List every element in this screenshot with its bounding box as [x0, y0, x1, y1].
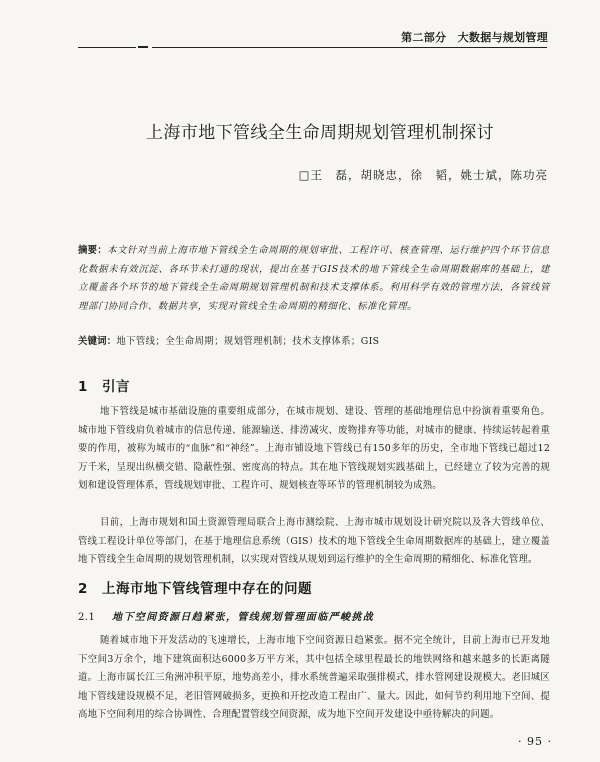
- keywords-label: 关键词：: [78, 336, 117, 347]
- paragraph: 目前，上海市规划和国土资源管理局联合上海市测绘院、上海市城市规划设计研究院以及各大管线单位、管线工程设计单位等部门，在基于地理信息系统（GIS）技术的地下管线全生命周期数据库的基础上，建立覆盖地下管线全生命周期的规划管理机制，以实现对管线从规划到运行维护的全生命周期的精细化、标准化管理。: [78, 517, 550, 566]
- author-list: □王 磊，胡晓忠，徐 韬，姚士斌，陈功亮: [298, 168, 548, 182]
- header-rule-left: [78, 47, 136, 48]
- paragraph: 随着城市地下开发活动的飞速增长，上海市地下空间资源日趋紧张。据不完全统计，目前上海市已开发地下空间3万余个，地下建筑面积达6000多万平方米，其中包括全球里程最长的地铁网络和越来越多的长距离隧道。上海市属长江三角洲冲积平原，地势高差小，排水系统普遍采取强排模式，排水管网建设规模大。老旧城区地下管线建设规模不足，老旧管网破损多，更换和开挖改造工程由广、量大。因此，如何节约利用地下空间、提高地下空间利用的综合协调性、合理配置管线空间资源，成为地下空间开发建设中亟待解决的问题。: [78, 635, 550, 721]
- header-rule-mark: [138, 46, 148, 48]
- abstract-label: 摘要：: [78, 245, 108, 256]
- paragraph: 地下管线是城市基础设施的重要组成部分，在城市规划、建设、管理的基础地理信息中扮演着重要角色。城市地下管线肩负着城市的信息传递、能源输送、排涝减灾、废物排弃等功能，对城市的健康、持续运转起着重要的作用，被称为城市的“血脉”和“神经”。上海市铺设地下管线已有150多年的历史，全市地下管线已超过12万千米，呈现出纵横交错、隐蔽性强、密度高的特点。其在地下管线规划实践基础上，已经建立了较为完善的规划和建设管理体系，管线规划审批、工程许可、规划核查等环节的管理机制较为成熟。: [78, 406, 550, 492]
- section-number: 2: [78, 581, 88, 597]
- abstract-text: 本文针对当前上海市地下管线全生命周期的规划审批、工程许可、核查管理、运行维护四个环节信息化数据未有效沉淀、各环节未打通的现状，提出在基于GIS技术的地下管线全生命周期数据库的基础上，建立覆盖各个环节的地下管线全生命周期规划管理机制和技术支撑体系。利用科学有效的管理方法，各管线管理部门协同合作、数据共享，实现对管线全生命周期的精细化、标准化管理。: [78, 245, 550, 312]
- section-heading-1: [78, 375, 130, 395]
- keywords-text: 地下管线；全生命周期；规划管理机制；技术支撑体系；GIS: [116, 336, 380, 347]
- subsection-heading-2-1: [78, 608, 374, 623]
- section-title: 引言: [102, 379, 130, 395]
- keywords: [78, 333, 550, 351]
- paper-title: 上海市地下管线全生命周期规划管理机制探讨: [146, 123, 494, 143]
- section-number: 1: [78, 379, 88, 395]
- header-rule: [152, 47, 547, 48]
- abstract: [78, 242, 550, 316]
- page-number: · 95 ·: [518, 735, 552, 748]
- running-header: 第二部分 大数据与规划管理: [401, 31, 548, 44]
- section-heading-2: [78, 577, 312, 597]
- subsection-title: 地下空间资源日趋紧张，管线规划管理面临严峻挑战: [112, 612, 375, 623]
- section-title: 上海市地下管线管理中存在的问题: [102, 581, 312, 597]
- subsection-number: 2.1: [78, 612, 96, 623]
